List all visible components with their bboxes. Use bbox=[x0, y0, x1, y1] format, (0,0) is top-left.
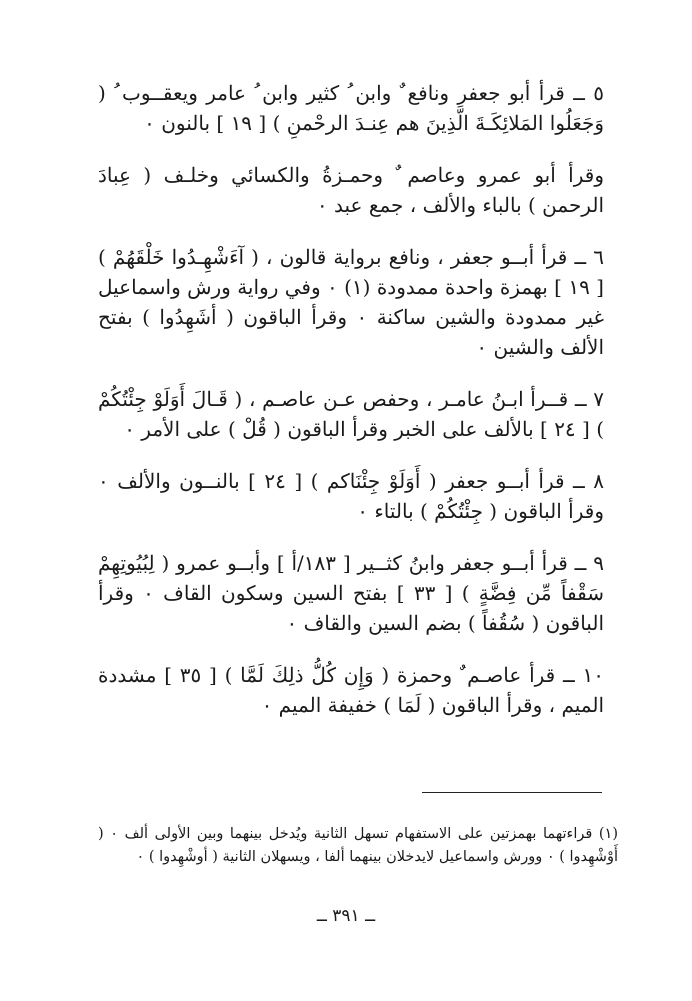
paragraph-6: ٦ ــ قرأ أبــو جعفر ، ونافع برواية قالون ، ( آءَشْهِـدُوا خَلْقَهُمْ ) [ ١٩ ] بهمزة واحدة ممدودة (١) ٠ وفي رواية ورش واسماعيل غير ممدودة والشين ساكنة ٠ وقرأ الباقون ( أشَهِدُوا ) بفتح الألف والشين ٠ bbox=[98, 245, 605, 359]
footnote: (١) قراءتهما بهمزتين على الاستفهام تسهل الثانية ويُدخل بينهما وبين الأولى ألف ٠ ( أَوْشْهِدوا ) ٠ وورش واسماعيل لايدخلان بينهما ألفا ، ويسهلان الثانية ( أوشْهِدوا ) ٠ bbox=[98, 825, 618, 865]
footnote-separator bbox=[422, 792, 602, 793]
page-number: ــ ٣٩١ ــ bbox=[316, 906, 376, 926]
paragraph-7: ٧ ــ قــرأ ابـنُ عامـر ، وحفص عـن عاصـم ، ( قَـالَ أَوَلَوْ جِئْتُكُمْ ) [ ٢٤ ] بالألف على الخبر وقرأ الباقون ( قُلْ ) على الأمر ٠ bbox=[98, 387, 604, 441]
paragraph-10: ١٠ ــ قرأ عاصـم ٌ وحمزة ( وَإِن كُلُّ ذلِكَ لَمَّا ) [ ٣٥ ] مشددة الميم ، وقرأ الباقون ( لَمَا ) خفيفة الميم ٠ bbox=[98, 663, 604, 717]
paragraph-5: ٥ ــ قرأ أبو جعفر ونافع ٌ وابن ُ كثير وابن ُ عامر ويعقــوب ُ ( وَجَعَلُوا المَلائِكَـةَ الَّذِينَ هم عِنـدَ الرحْمنِ ) [ ١٩ ] بالنون ٠ bbox=[98, 81, 604, 135]
main-text bbox=[98, 78, 604, 742]
paragraph-9: ٩ ــ قرأ أبــو جعفر وابنُ كثــير [ ١٨٣/أ ] وأبــو عمرو ( لِبُيُوتِهِمْ سَقْفاً مِّن فِضَّةٍ ) [ ٣٣ ] بفتح السين وسكون القاف ٠ وقرأ الباقون ( سُقُفاً ) بضم السين والقاف ٠ bbox=[98, 551, 605, 635]
paragraph-5-continued: وقرأ أبو عمرو وعاصم ٌ وحمـزةُ والكسائي وخلـف ( عِبادَ الرحمن ) بالباء والألف ، جمع عبد ٠ bbox=[98, 163, 604, 217]
paragraph-8: ٨ ــ قرأ أبــو جعفر ( أَوَلَوْ جِئْنَاكم ) [ ٢٤ ] بالنــون والألف ٠ وقرأ الباقون ( جِئْتُكُمْ ) بالتاء ٠ bbox=[98, 469, 604, 523]
